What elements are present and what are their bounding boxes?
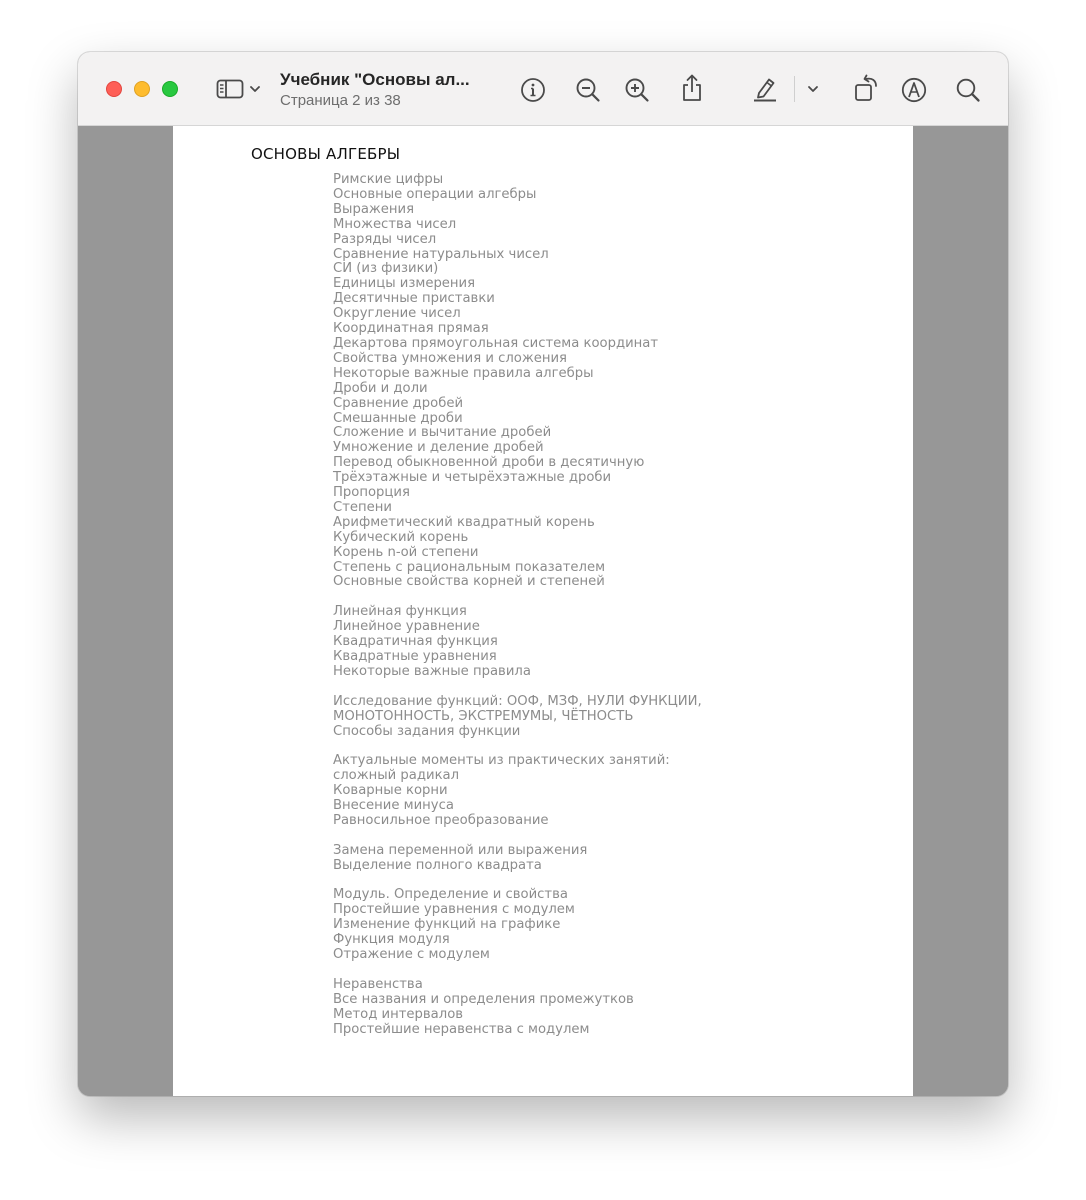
document-title-block (280, 69, 510, 111)
toc-item: Линейная функция (333, 604, 467, 620)
toc-item: Декартова прямоугольная система координат (333, 335, 659, 351)
toc-item: Простейшие уравнения с модулем (333, 902, 575, 918)
info-button[interactable] (519, 76, 547, 104)
table-of-contents (333, 173, 702, 1052)
toc-item: Актуальные моменты из практических занятий: (333, 753, 670, 769)
share-button[interactable] (678, 72, 706, 104)
toc-item: Неравенства (333, 976, 423, 992)
rotate-icon (852, 74, 880, 104)
toc-item: Замена переменной или выражения (333, 842, 588, 858)
toc-item: Сравнение натуральных чисел (333, 246, 549, 262)
toc-item: Модуль. Определение и свойства (333, 887, 568, 903)
markup-button[interactable] (900, 76, 928, 104)
markup-icon (901, 77, 927, 103)
zoom-out-button[interactable] (574, 76, 602, 104)
toc-item: Равносильное преобразование (333, 812, 549, 828)
highlight-color-menu-button[interactable] (806, 82, 820, 96)
document-viewport[interactable] (78, 126, 1008, 1096)
toc-group (333, 695, 702, 740)
sidebar-toggle-button[interactable] (214, 76, 246, 102)
toc-item: МОНОТОННОСТЬ, ЭКСТРЕМУМЫ, ЧЁТНОСТЬ (333, 708, 634, 724)
toc-item: Некоторые важные правила алгебры (333, 365, 594, 381)
close-window-button[interactable] (106, 81, 122, 97)
toc-item: Пропорция (333, 485, 410, 501)
toc-item: СИ (из физики) (333, 261, 439, 277)
toc-item: Координатная прямая (333, 321, 489, 337)
toc-item: Простейшие неравенства с модулем (333, 1021, 590, 1037)
toc-item: Сравнение дробей (333, 395, 464, 411)
rotate-button[interactable] (851, 73, 881, 105)
toc-item: Разряды чисел (333, 231, 437, 247)
highlight-button[interactable] (750, 74, 780, 104)
zoom-out-icon (575, 77, 601, 103)
share-icon (680, 73, 704, 103)
toc-group (333, 978, 702, 1038)
chevron-down-icon (249, 84, 261, 94)
document-page (173, 126, 913, 1096)
toc-item: Множества чисел (333, 216, 457, 232)
toc-item: Сложение и вычитание дробей (333, 425, 552, 441)
sidebar-view-menu-button[interactable] (248, 82, 262, 96)
toc-item: Линейное уравнение (333, 619, 480, 635)
toc-item: Арифметический квадратный корень (333, 514, 595, 530)
toc-item: Округление чисел (333, 306, 461, 322)
toc-item: Единицы измерения (333, 276, 476, 292)
toc-item: Способы задания функции (333, 723, 521, 739)
toc-item: Основные операции алгебры (333, 186, 537, 202)
toc-group (333, 173, 702, 590)
search-button[interactable] (954, 76, 982, 104)
chevron-down-icon (807, 84, 819, 94)
toc-item: Основные свойства корней и степеней (333, 574, 605, 590)
toc-group (333, 844, 702, 874)
toc-group (333, 754, 702, 829)
title-bar (78, 52, 1008, 126)
toc-item: Функция модуля (333, 932, 450, 948)
highlight-pen-icon (751, 75, 779, 103)
toc-item: Умножение и деление дробей (333, 440, 544, 456)
toc-item: Свойства умножения и сложения (333, 350, 567, 366)
toc-item: Десятичные приставки (333, 291, 495, 307)
toc-item: Смешанные дроби (333, 410, 463, 426)
toc-item: Корень n-ой степени (333, 544, 479, 560)
toolbar-divider (794, 76, 795, 102)
toc-item: Квадратные уравнения (333, 648, 497, 664)
toc-item: Некоторые важные правила (333, 663, 531, 679)
toc-item: Внесение минуса (333, 798, 454, 814)
toc-item: Коварные корни (333, 783, 448, 799)
zoom-in-button[interactable] (623, 76, 651, 104)
toc-item: Квадратичная функция (333, 634, 498, 650)
toc-item: Степень с рациональным показателем (333, 559, 606, 575)
info-icon (520, 77, 546, 103)
page-heading: ОСНОВЫ АЛГЕБРЫ (251, 145, 401, 163)
toc-item: Метод интервалов (333, 1006, 464, 1022)
page-indicator: Страница 2 из 38 (280, 92, 401, 109)
toc-item: Дроби и доли (333, 380, 428, 396)
toc-item: Римские цифры (333, 172, 444, 187)
toc-group (333, 605, 702, 680)
zoom-window-button[interactable] (162, 81, 178, 97)
sidebar-toggle-icon (216, 78, 244, 100)
toc-item: Исследование функций: ООФ, МЗФ, НУЛИ ФУНКЦИИ, (333, 693, 702, 709)
toc-item: Перевод обыкновенной дроби в десятичную (333, 455, 645, 471)
minimize-window-button[interactable] (134, 81, 150, 97)
toc-item: Отражение с модулем (333, 947, 490, 963)
toc-item: Степени (333, 499, 392, 515)
toc-item: Трёхэтажные и четырёхэтажные дроби (333, 470, 612, 486)
zoom-in-icon (624, 77, 650, 103)
preview-window (78, 52, 1008, 1096)
toc-item: Кубический корень (333, 529, 469, 545)
toc-item: Изменение функций на графике (333, 917, 561, 933)
toc-item: Выделение полного квадрата (333, 857, 542, 873)
document-title[interactable]: Учебник "Основы ал... (280, 70, 470, 89)
search-icon (955, 77, 981, 103)
toc-item: Выражения (333, 201, 415, 217)
toc-group (333, 888, 702, 963)
toc-item: сложный радикал (333, 768, 460, 784)
toc-item: Все названия и определения промежутков (333, 991, 634, 1007)
